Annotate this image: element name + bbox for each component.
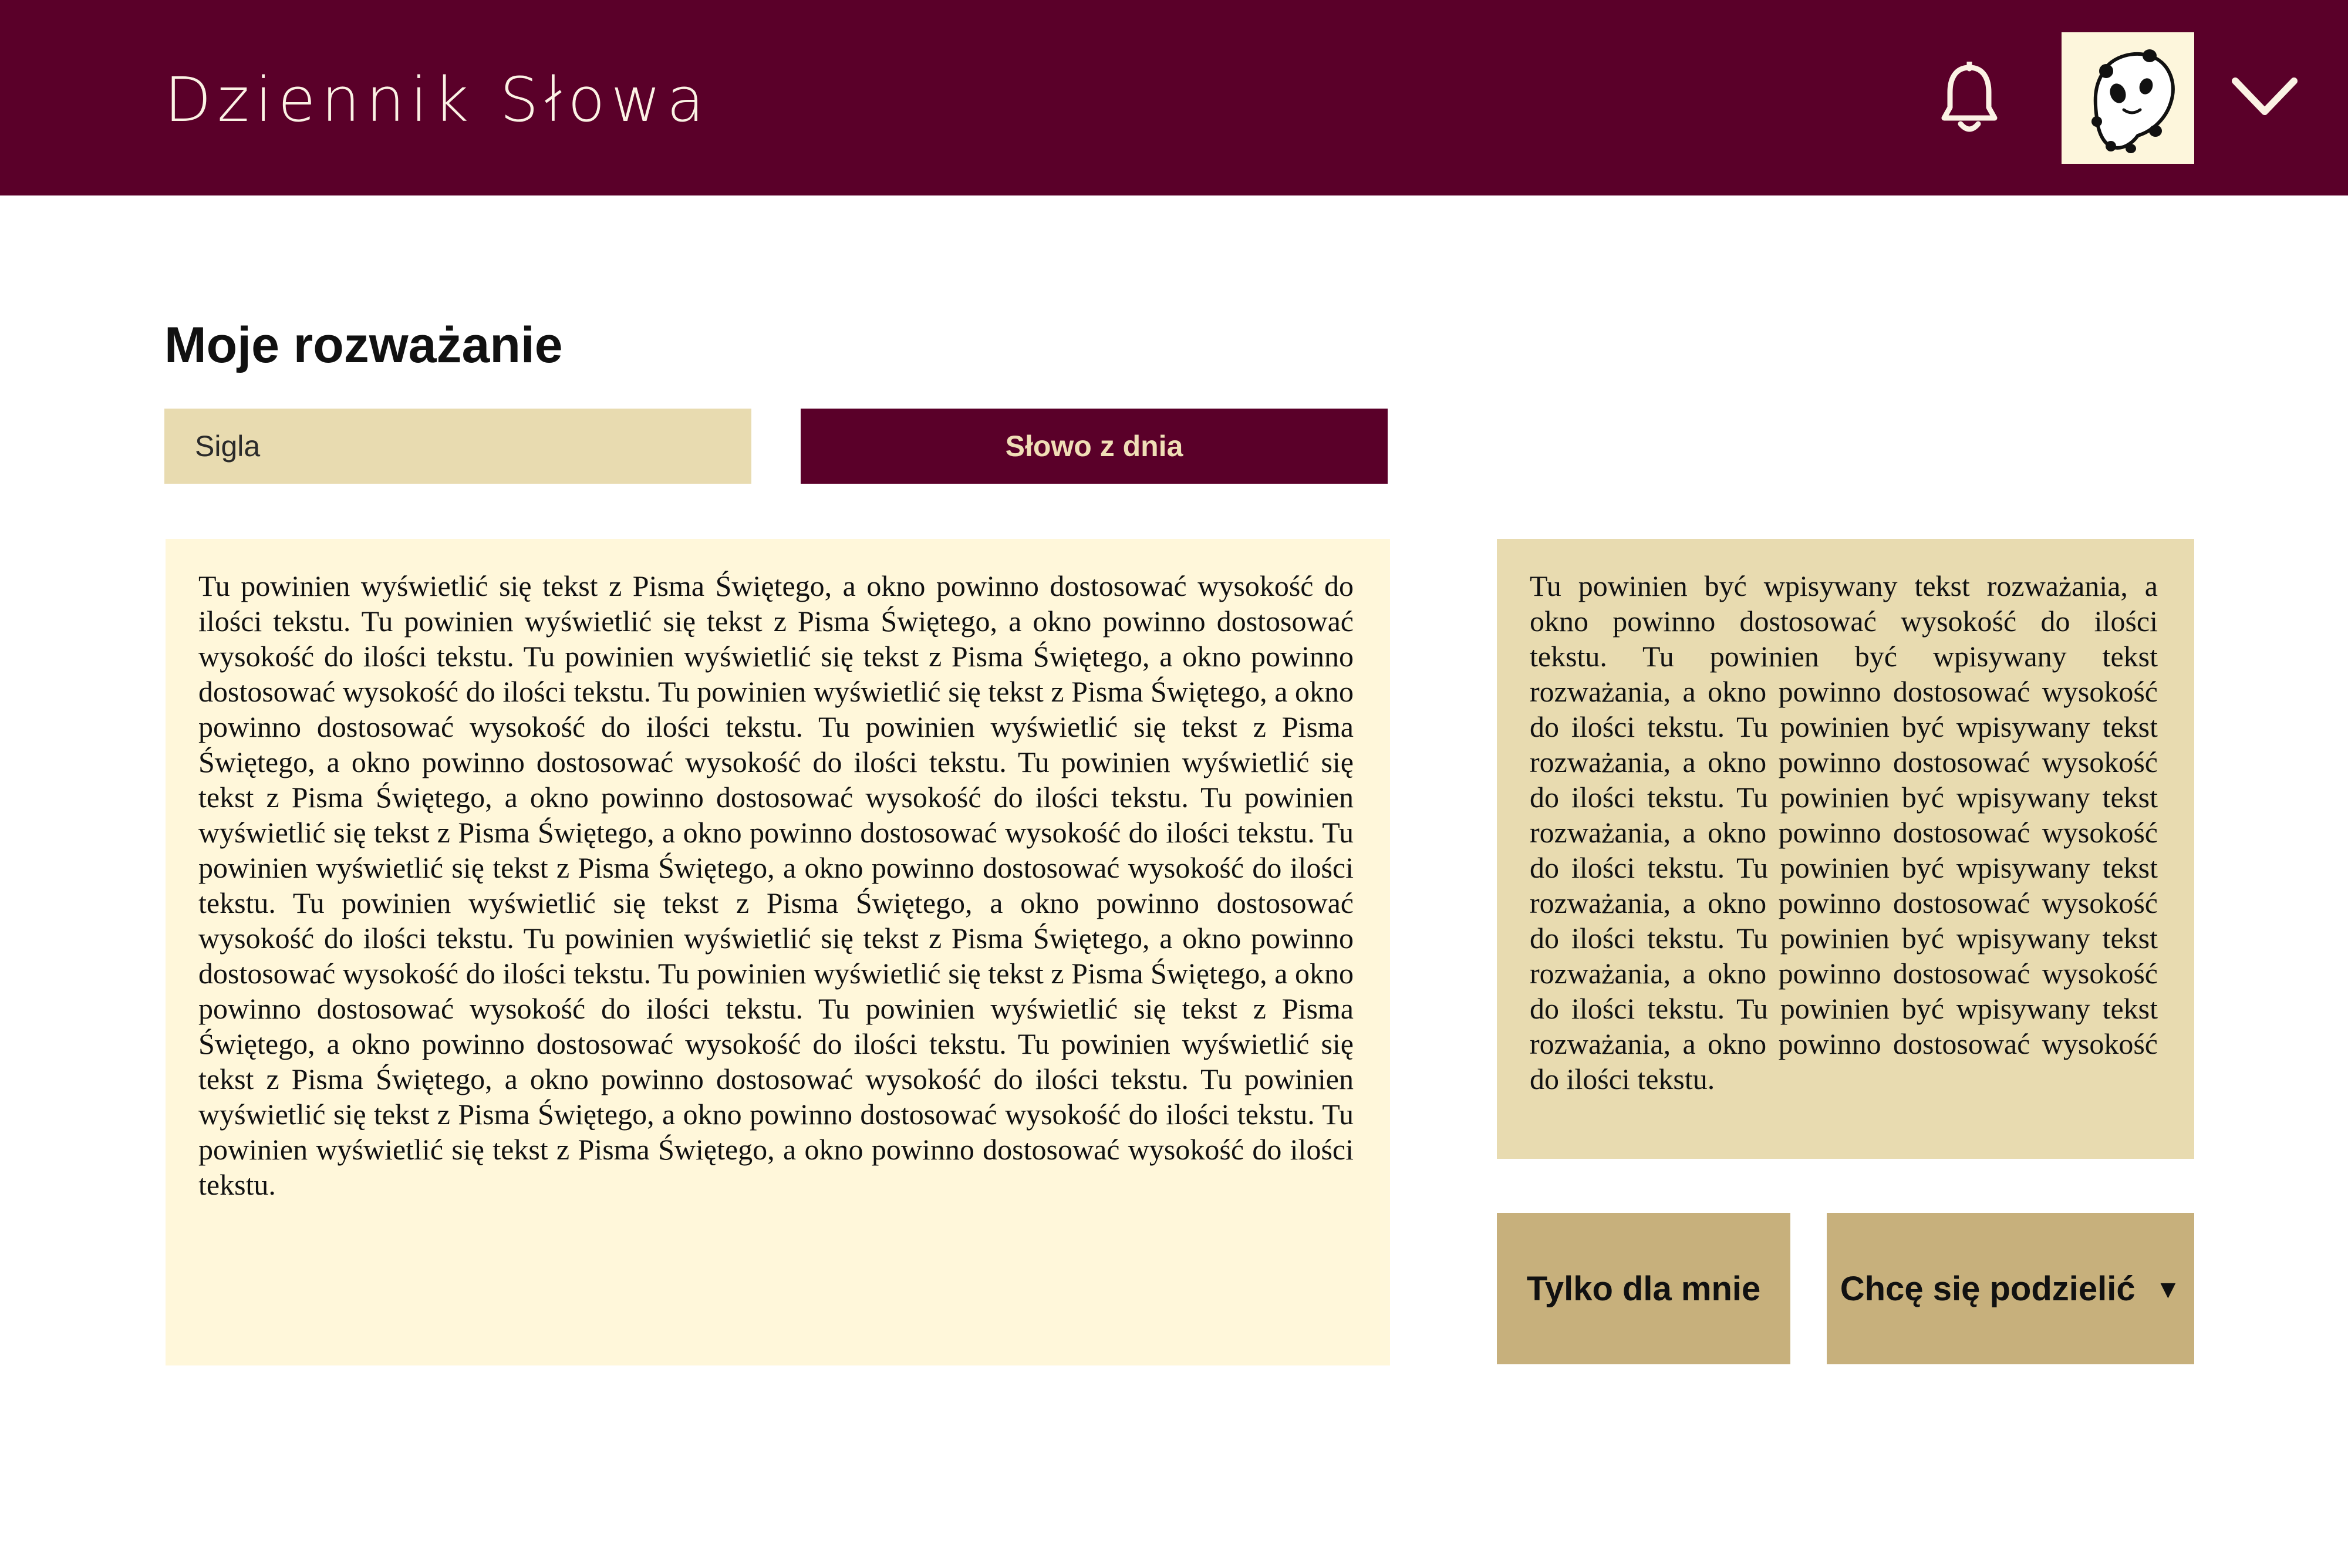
share-button[interactable]	[1827, 1213, 2194, 1364]
top-bar	[0, 0, 2348, 195]
app-title[interactable]: Dziennik Słowa	[164, 64, 710, 136]
reflection-panel	[1497, 539, 2194, 1159]
page-title: Moje rozważanie	[164, 317, 563, 373]
user-avatar[interactable]	[2062, 32, 2194, 164]
reflection-textarea[interactable]	[1530, 568, 2158, 1135]
caret-down-icon: ▼	[2155, 1274, 2181, 1304]
panda-avatar-icon	[2062, 32, 2194, 164]
scripture-text: Tu powinien wyświetlić się tekst z Pisma Świętego, a okno powinno dostosować wysokość do ilości tekstu. Tu powinien wyświetlić się tekst z Pisma Świętego, a okno powinno dostosować wysokość do ilości tekstu. Tu powinien wyświetlić się tekst z Pisma Świętego, a okno powinno dostosować wysokość do ilości tekstu. Tu powinien wyświetlić się tekst z Pisma Świętego, a okno powinno dostosować wysokość do ilości tekstu. Tu powinien wyświetlić się tekst z Pisma Świętego, a okno powinno dostosować wysokość do ilości tekstu. Tu powinien wyświetlić się tekst z Pisma Świętego, a okno powinno dostosować wysokość do ilości tekstu. Tu powinien wyświetlić się tekst z Pisma Świętego, a okno powinno dostosować wysokość do ilości tekstu. Tu powinien wyświetlić się tekst z Pisma Świętego, a okno powinno dostosować wysokość do ilości tekstu. Tu powinien wyświetlić się tekst z Pisma Świętego, a okno powinno dostosować wysokość do ilości tekstu. Tu powinien wyświetlić się tekst z Pisma Świętego, a okno powinno dostosować wysokość do ilości tekstu. Tu powinien wyświetlić się tekst z Pisma Świętego, a okno powinno dostosować wysokość do ilości tekstu. Tu powinien wyświetlić się tekst z Pisma Świętego, a okno powinno dostosować wysokość do ilości tekstu. Tu powinien wyświetlić się tekst z Pisma Świętego, a okno powinno dostosować wysokość do ilości tekstu. Tu powinien wyświetlić się tekst z Pisma Świętego, a okno powinno dostosować wysokość do ilości tekstu. Tu powinien wyświetlić się tekst z Pisma Świętego, a okno powinno dostosować wysokość do ilości tekstu.	[198, 569, 1354, 1201]
chevron-down-icon[interactable]	[2231, 75, 2299, 120]
scripture-panel	[166, 539, 1390, 1365]
sigla-input[interactable]	[164, 409, 751, 484]
share-button-label: Chcę się podzielić	[1840, 1269, 2136, 1308]
word-of-day-button[interactable]: Słowo z dnia	[801, 409, 1388, 484]
only-me-button[interactable]: Tylko dla mnie	[1497, 1213, 1790, 1364]
bell-icon[interactable]	[1937, 62, 2002, 134]
